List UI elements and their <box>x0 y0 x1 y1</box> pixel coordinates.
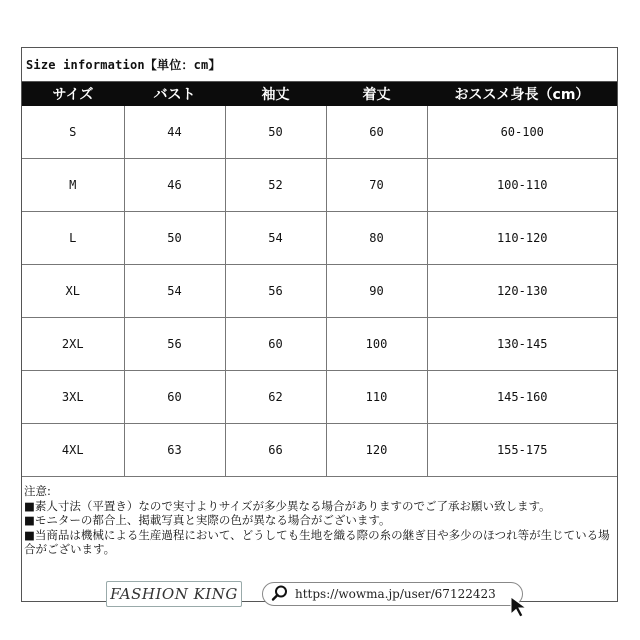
cell-sleeve: 50 <box>225 106 326 159</box>
size-table <box>22 106 617 477</box>
cell-length: 110 <box>326 371 427 424</box>
cell-bust: 54 <box>124 265 225 318</box>
cell-bust: 56 <box>124 318 225 371</box>
cell-size: 2XL <box>22 318 124 371</box>
table-row <box>22 106 617 159</box>
cell-height: 110-120 <box>427 212 617 265</box>
fashion-king-logo <box>106 581 242 607</box>
table-row <box>22 424 617 477</box>
search-icon <box>271 584 295 605</box>
cell-height: 155-175 <box>427 424 617 477</box>
store-url-link[interactable] <box>262 582 523 606</box>
notes-section <box>24 484 614 557</box>
cell-height: 100-110 <box>427 159 617 212</box>
store-url-text: https://wowma.jp/user/67122423 <box>295 587 496 601</box>
notes-heading: 注意: <box>24 484 51 498</box>
size-info-title: Size information【単位：cm】 <box>22 48 617 82</box>
cell-length: 70 <box>326 159 427 212</box>
cell-bust: 50 <box>124 212 225 265</box>
cell-length: 120 <box>326 424 427 477</box>
logo-text: FASHION KING <box>110 585 238 603</box>
table-row <box>22 318 617 371</box>
cell-bust: 60 <box>124 371 225 424</box>
cell-length: 100 <box>326 318 427 371</box>
cell-length: 80 <box>326 212 427 265</box>
cell-bust: 63 <box>124 424 225 477</box>
note-line: ■素人寸法（平置き）なので実寸よりサイズが多少異なる場合がありますのでご了承お願い致します。 <box>24 498 551 513</box>
cell-size: 4XL <box>22 424 124 477</box>
cell-size: M <box>22 159 124 212</box>
cell-size: L <box>22 212 124 265</box>
cell-height: 145-160 <box>427 371 617 424</box>
cell-bust: 44 <box>124 106 225 159</box>
header-bust: バスト <box>153 87 196 103</box>
header-size: サイズ <box>52 87 94 103</box>
cell-size: XL <box>22 265 124 318</box>
size-chart <box>21 47 618 602</box>
cell-height: 60-100 <box>427 106 617 159</box>
header-length: 着丈 <box>362 87 391 103</box>
cell-sleeve: 56 <box>225 265 326 318</box>
header-sleeve: 袖丈 <box>261 87 290 103</box>
cell-sleeve: 62 <box>225 371 326 424</box>
note-line: ■モニターの都合上、掲載写真と実際の色が異なる場合がございます。 <box>24 513 391 527</box>
cell-size: 3XL <box>22 371 124 424</box>
cell-sleeve: 60 <box>225 318 326 371</box>
header-height: おススメ身長（cm） <box>454 87 590 103</box>
table-header <box>22 82 617 106</box>
cell-height: 130-145 <box>427 318 617 371</box>
table-row <box>22 371 617 424</box>
table-row <box>22 212 617 265</box>
table-row <box>22 159 617 212</box>
table-row <box>22 265 617 318</box>
cell-height: 120-130 <box>427 265 617 318</box>
cell-size: S <box>22 106 124 159</box>
note-line: ■当商品は機械による生産過程において、どうしても生地を織る際の糸の継ぎ目や多少のほつれ等が生じている場合がございます。 <box>24 527 610 556</box>
cell-sleeve: 66 <box>225 424 326 477</box>
cell-sleeve: 54 <box>225 212 326 265</box>
cell-length: 90 <box>326 265 427 318</box>
cursor-arrow-icon <box>509 595 531 619</box>
cell-length: 60 <box>326 106 427 159</box>
cell-bust: 46 <box>124 159 225 212</box>
cell-sleeve: 52 <box>225 159 326 212</box>
